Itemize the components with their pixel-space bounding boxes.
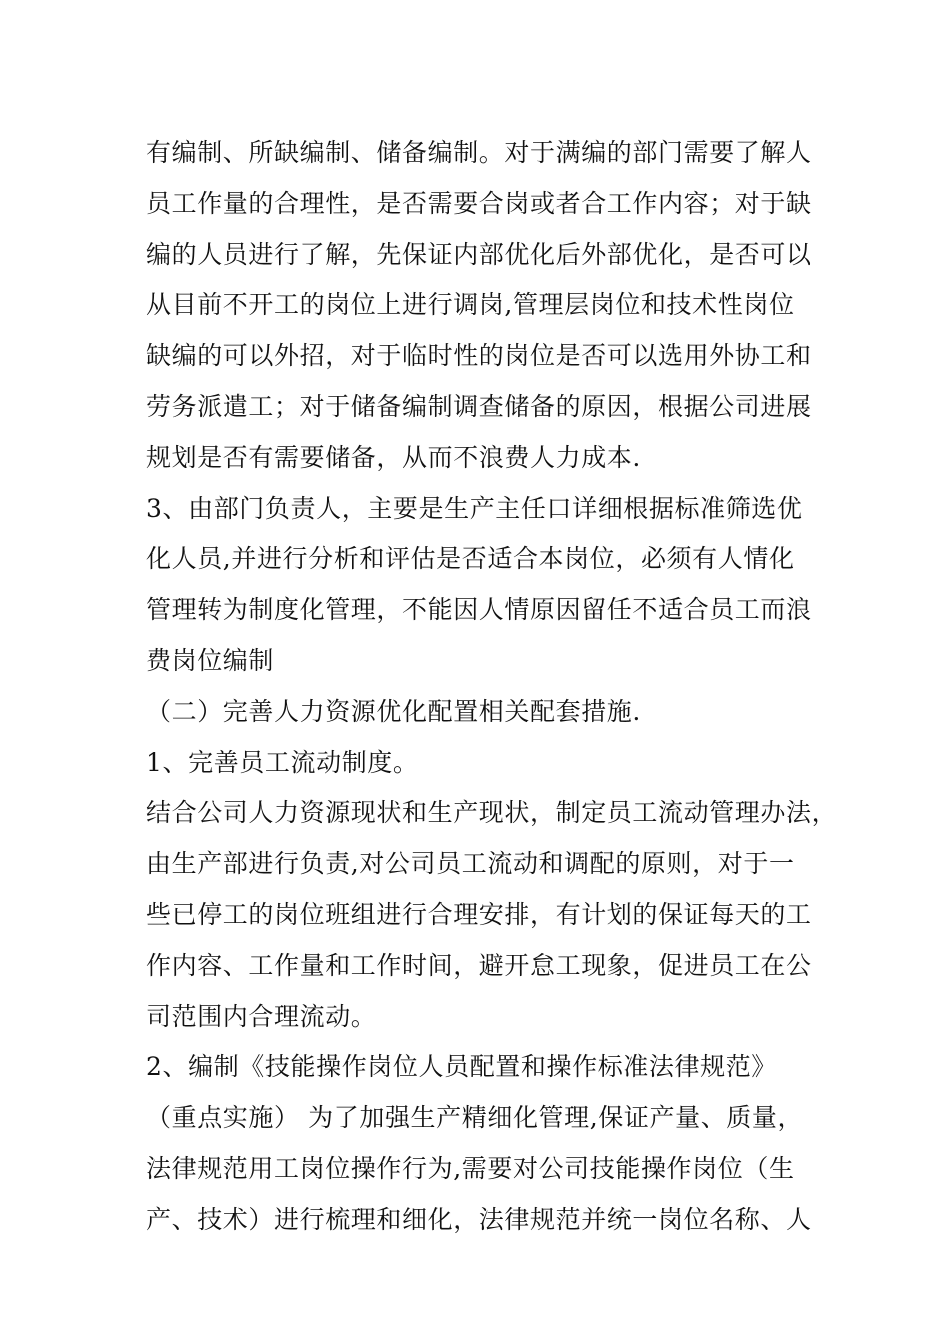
text-line: 3、由部门负责人，主要是生产主任口详细根据标准筛选优 [146, 493, 803, 523]
text-line: 司范围内合理流动。 [146, 1001, 377, 1031]
section-heading: （二）完善人力资源优化配置相关配套措施. [146, 696, 641, 726]
text-line: 化人员,并进行分析和评估是否适合本岗位，必须有人情化 [146, 544, 795, 574]
text-line: 结合公司人力资源现状和生产现状，制定员工流动管理办法， [146, 798, 838, 828]
body-text [146, 128, 836, 1246]
subsection-heading: 2、编制《技能操作岗位人员配置和操作标准法律规范》 [146, 1052, 777, 1082]
text-line: 有编制、所缺编制、储备编制。对于满编的部门需要了解人 [146, 138, 812, 167]
text-line: （重点实施） 为了加强生产精细化管理,保证产量、质量， [146, 1103, 804, 1133]
text-line: 劳务派遣工；对于储备编制调查储备的原因，根据公司进展 [146, 391, 812, 421]
text-line: 编的人员进行了解，先保证内部优化后外部优化，是否可以 [146, 239, 812, 269]
text-line: 从目前不开工的岗位上进行调岗,管理层岗位和技术性岗位 [146, 290, 795, 320]
text-line: 产、技术）进行梳理和细化，法律规范并统一岗位名称、人 [146, 1204, 812, 1234]
text-line: 员工作量的合理性，是否需要合岗或者合工作内容；对于缺 [146, 188, 812, 218]
text-line: 作内容、工作量和工作时间，避开怠工现象，促进员工在公 [146, 950, 812, 980]
text-line: 管理转为制度化管理，不能因人情原因留任不适合员工而浪 [146, 595, 812, 625]
text-line: 些已停工的岗位班组进行合理安排，有计划的保证每天的工 [146, 899, 812, 929]
text-line: 费岗位编制 [146, 645, 275, 675]
text-line: 由生产部进行负责,对公司员工流动和调配的原则，对于一 [146, 849, 795, 879]
subsection-heading: 1、完善员工流动制度。 [146, 747, 419, 777]
text-line: 规划是否有需要储备，从而不浪费人力成本. [146, 442, 641, 472]
text-line: 法律规范用工岗位操作行为,需要对公司技能操作岗位（生 [146, 1153, 795, 1183]
text-line: 缺编的可以外招，对于临时性的岗位是否可以选用外协工和 [146, 341, 812, 371]
